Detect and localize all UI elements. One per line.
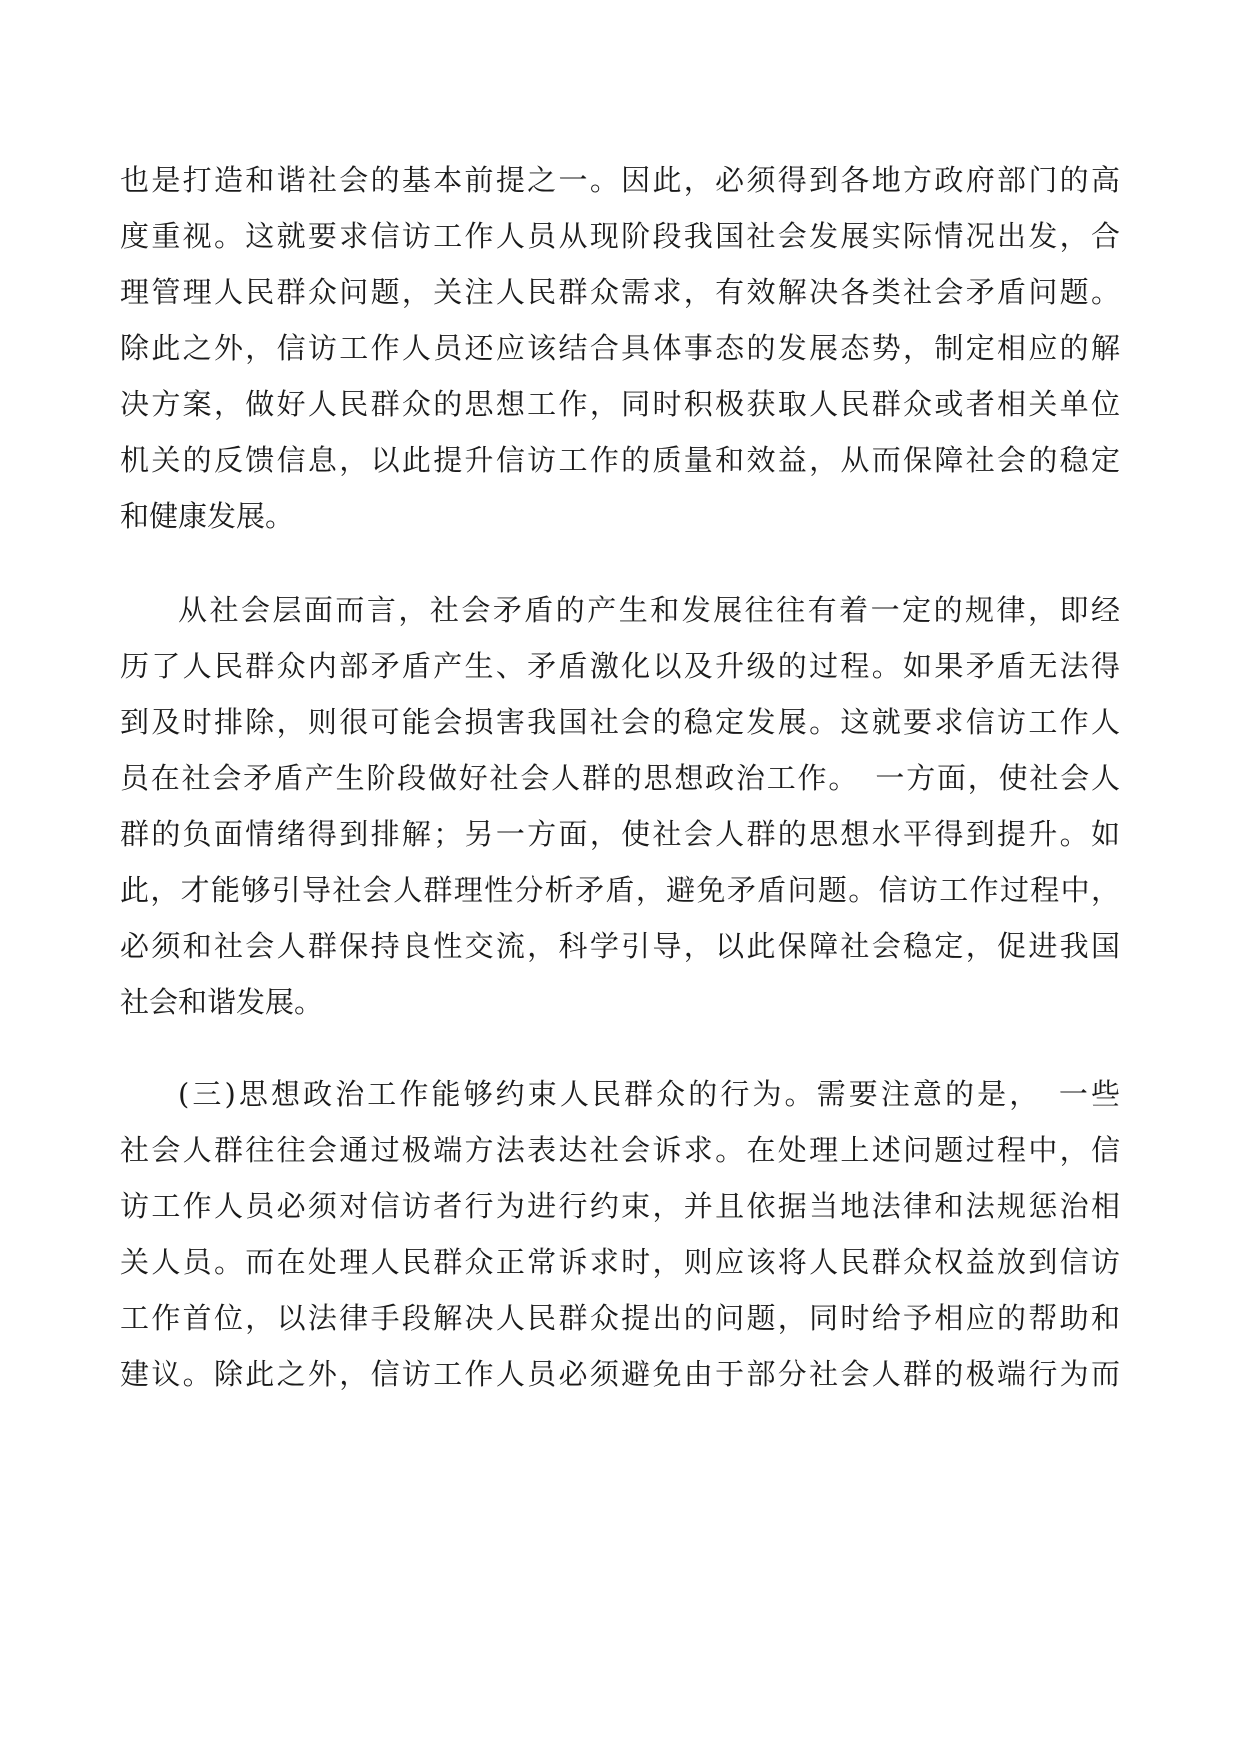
text-line: 历了人民群众内部矛盾产生、矛盾激化以及升级的过程。如果矛盾无法得 [120,649,1120,683]
text-line: 员在社会矛盾产生阶段做好社会人群的思想政治工作。 一方面，使社会人 [120,761,1120,795]
text-line: 必须和社会人群保持良性交流，科学引导，以此保障社会稳定，促进我国 [120,929,1120,963]
text-line: 社会和谐发展。 [120,985,324,1019]
text-line: 除此之外，信访工作人员还应该结合具体事态的发展态势，制定相应的解 [120,331,1120,365]
text-line: 决方案，做好人民群众的思想工作，同时积极获取人民群众或者相关单位 [120,387,1120,421]
text-line: 和健康发展。 [120,499,295,533]
text-line: 群的负面情绪得到排解；另一方面，使社会人群的思想水平得到提升。如 [120,817,1120,851]
text-line: 关人员。而在处理人民群众正常诉求时，则应该将人民群众权益放到信访 [120,1245,1120,1279]
text-line: 机关的反馈信息，以此提升信访工作的质量和效益，从而保障社会的稳定 [120,443,1120,477]
text-line: 工作首位，以法律手段解决人民群众提出的问题，同时给予相应的帮助和 [120,1301,1120,1335]
text-line: 也是打造和谐社会的基本前提之一。因此，必须得到各地方政府部门的高 [120,163,1120,197]
text-line: 到及时排除，则很可能会损害我国社会的稳定发展。这就要求信访工作人 [120,705,1120,739]
text-line: 理管理人民群众问题，关注人民群众需求，有效解决各类社会矛盾问题。 [120,275,1120,309]
text-line: (三)思想政治工作能够约束人民群众的行为。需要注意的是， 一些 [178,1077,1120,1111]
text-line: 社会人群往往会通过极端方法表达社会诉求。在处理上述问题过程中，信 [120,1133,1120,1167]
text-line: 访工作人员必须对信访者行为进行约束，并且依据当地法律和法规惩治相 [120,1189,1120,1223]
text-line: 此，才能够引导社会人群理性分析矛盾，避免矛盾问题。信访工作过程中， [120,873,1120,907]
text-line: 从社会层面而言，社会矛盾的产生和发展往往有着一定的规律，即经 [178,593,1120,627]
text-line: 建议。除此之外，信访工作人员必须避免由于部分社会人群的极端行为而 [120,1357,1120,1391]
text-line: 度重视。这就要求信访工作人员从现阶段我国社会发展实际情况出发，合 [120,219,1120,253]
